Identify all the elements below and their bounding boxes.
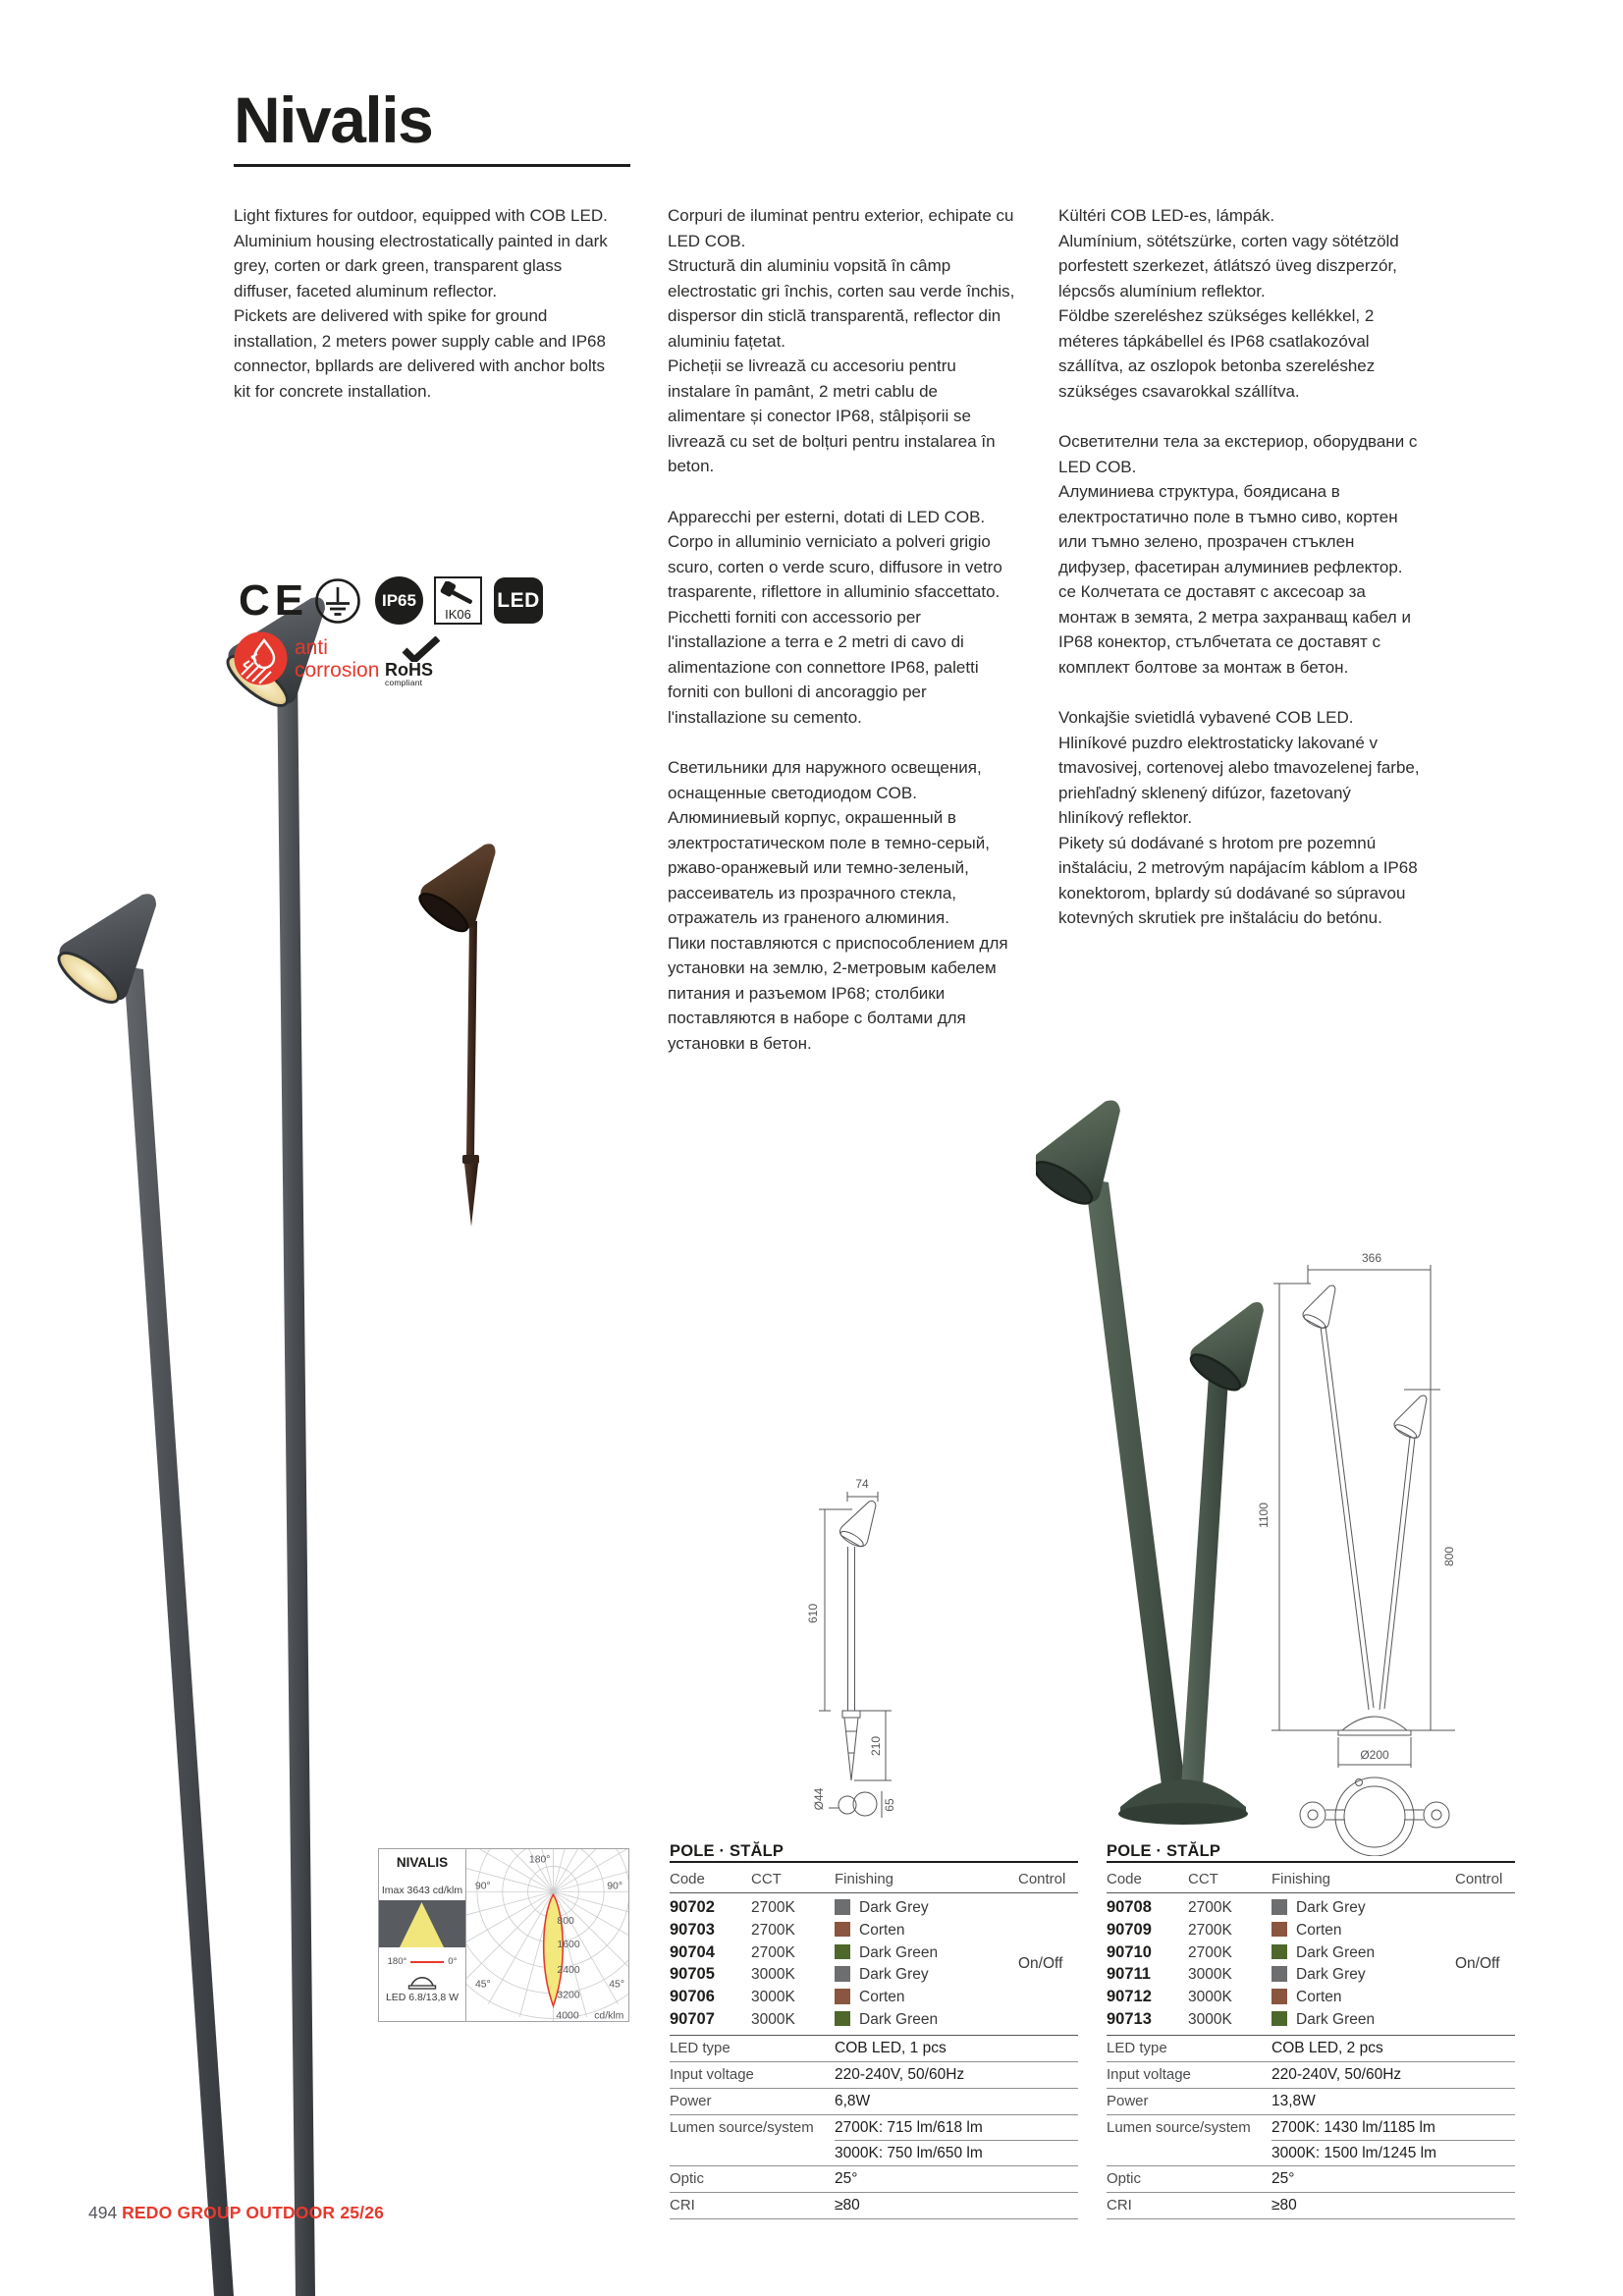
spec-value: 6,8W <box>835 2092 871 2109</box>
spec-label: Optic <box>670 2169 705 2187</box>
table-row <box>670 1896 1078 1919</box>
page-number: 494 <box>88 2203 118 2222</box>
polar-90-left-label: 90° <box>474 1881 491 1892</box>
finish-swatch <box>1271 1922 1287 1938</box>
finish-swatch <box>1271 1899 1287 1915</box>
rohs-label: RoHS <box>385 660 433 680</box>
spec-row-cri <box>670 2193 1078 2219</box>
polar-45-left-label: 45° <box>474 1979 491 1991</box>
col-header-code: Code <box>1107 1871 1142 1887</box>
spec-row-optic <box>670 2166 1078 2193</box>
table-title: POLE · STĂLP <box>670 1842 784 1860</box>
col-header-finishing: Finishing <box>835 1871 894 1887</box>
product-code: 90704 <box>670 1942 715 1961</box>
picket-head <box>49 870 186 1012</box>
polar-unit-label: cd/klm <box>594 2010 624 2021</box>
ik06-badge-icon <box>434 576 482 625</box>
ring-label: 2400 <box>557 1964 580 1976</box>
paragraph: Светильники для наружного освещения, оснащенные светодиодом COB. <box>668 758 982 802</box>
table-row <box>670 1986 1078 2008</box>
anti-corrosion-icon <box>234 631 288 685</box>
photometry-product-name: NIVALIS <box>396 1855 449 1870</box>
description-column-en <box>234 203 609 429</box>
ip65-badge-icon <box>375 576 423 625</box>
paragraph: Földbe szereléshez szükséges kellékkel, 2 méteres tápkábellel és IP68 csatlakozóval szállítva, az oszlopok betonba szereléshez szükséges csavarokkal szállítva. <box>1058 306 1376 401</box>
photometry-summary <box>379 1849 466 2021</box>
table-row <box>1107 1986 1515 2008</box>
product-code: 90711 <box>1107 1965 1151 1984</box>
spec-row-input-voltage <box>1107 2062 1515 2089</box>
c-plane-line <box>410 1961 444 1963</box>
product-finish: Corten <box>859 1989 905 2006</box>
product-cct: 2700K <box>1188 1899 1232 1916</box>
dim-bollard-tall: 1100 <box>1257 1503 1271 1528</box>
ring-label: 800 <box>557 1916 574 1928</box>
led-label: LED <box>497 588 540 612</box>
lang-block-ru <box>668 755 1017 1056</box>
paragraph: Hliníkové puzdro elektrostaticky lakované v tmavosivej, cortenovej alebo tmavozelenej farbe, priehľadný sklenený difúzor, fazetovaný hliníkový reflektor. <box>1058 733 1420 827</box>
anti-corrosion-label <box>295 636 379 682</box>
spec-value: 220-240V, 50/60Hz <box>835 2065 965 2083</box>
col-header-code: Code <box>670 1871 705 1887</box>
spec-label: LED type <box>670 2039 730 2056</box>
title-rule <box>234 164 630 167</box>
check-icon <box>399 636 444 662</box>
spec-value: 2700K: 715 lm/618 lm <box>835 2115 1078 2141</box>
product-cct: 3000K <box>1188 2010 1232 2028</box>
finish-swatch <box>835 1922 850 1938</box>
col-header-control: Control <box>1455 1871 1503 1887</box>
ik06-label: IK06 <box>445 607 471 622</box>
lang-block-it <box>668 505 1017 731</box>
spec-row-power <box>670 2089 1078 2115</box>
product-code: 90707 <box>670 2009 715 2028</box>
spec-label: Lumen source/system <box>670 2118 814 2136</box>
product-code: 90705 <box>670 1965 715 1984</box>
product-finish: Dark Grey <box>859 1899 929 1916</box>
col-header-cct: CCT <box>751 1871 782 1887</box>
table-title: POLE · STĂLP <box>1107 1842 1221 1860</box>
picket-pole <box>277 664 315 2296</box>
paragraph: се Колчетата се доставят с аксесоар за монтаж в земята, 2 метра захранващ кабел и IP68 конектор, стълбчетата се доставят с комплект болтове за монтаж в бетон. <box>1058 582 1411 677</box>
table-row <box>670 2008 1078 2031</box>
ring-label: 3200 <box>557 1990 580 2001</box>
product-code: 90712 <box>1107 1988 1152 2006</box>
anti-label-line2: corrosion <box>295 659 380 682</box>
spec-value: 25° <box>1271 2169 1295 2187</box>
paragraph: Picheții se livrează cu accesoriu pentru instalare în pamânt, 2 metri cablu de alimentare și conector IP68, stâlpișorii se livrează cu set de bolțuri pentru instalarea în beton. <box>668 356 996 475</box>
table-pole-picket <box>670 1842 1078 2219</box>
product-code: 90709 <box>1107 1920 1152 1939</box>
product-cct: 3000K <box>1188 1989 1232 2006</box>
dim-bollard-width: 366 <box>1361 1251 1382 1265</box>
product-cct: 2700K <box>1188 1921 1232 1939</box>
finish-swatch <box>1271 1989 1287 2004</box>
table-body <box>670 1893 1078 2036</box>
col-header-control: Control <box>1018 1871 1066 1887</box>
product-cct: 2700K <box>751 1921 795 1939</box>
spec-value: 220-240V, 50/60Hz <box>1271 2065 1402 2083</box>
finish-swatch <box>835 1899 850 1915</box>
product-finish: Corten <box>859 1921 905 1939</box>
photo-green-bollard <box>1036 1090 1267 1827</box>
page-title: Nivalis <box>234 83 433 156</box>
table-row <box>670 1919 1078 1941</box>
table-body <box>1107 1893 1515 2036</box>
spec-row-lumen <box>670 2115 1078 2166</box>
product-cct: 3000K <box>751 1989 795 2006</box>
product-cct: 3000K <box>751 1966 795 1984</box>
paragraph: Apparecchi per esterni, dotati di LED COB. <box>668 507 986 526</box>
spec-row-input-voltage <box>670 2062 1078 2089</box>
angle-180-label: 180° <box>387 1956 407 1967</box>
product-finish: Dark Green <box>1296 2010 1376 2028</box>
beam-diagram <box>379 1900 465 1947</box>
table-row <box>1107 1941 1515 1964</box>
drawing-bollard <box>1252 1232 1483 1856</box>
product-finish: Dark Grey <box>1296 1899 1366 1916</box>
polar-45-right-label: 45° <box>609 1979 625 1991</box>
spec-label: LED type <box>1107 2039 1167 2056</box>
photo-grey-pickets <box>39 570 344 2296</box>
finish-swatch <box>1271 1944 1287 1960</box>
dim-picket-side: 65 <box>883 1798 896 1812</box>
control-value: On/Off <box>1455 1955 1500 1972</box>
paragraph: Vonkajšie svietidlá vybavené COB LED. <box>1058 708 1354 727</box>
spec-row-power <box>1107 2089 1515 2115</box>
product-finish: Dark Green <box>1296 1943 1376 1961</box>
spec-value: COB LED, 2 pcs <box>1271 2039 1383 2056</box>
description-column-3 <box>1058 203 1420 957</box>
product-code: 90703 <box>670 1920 715 1939</box>
finish-swatch <box>1271 1966 1287 1982</box>
product-finish: Dark Grey <box>859 1966 929 1984</box>
description-column-2 <box>668 203 1017 1081</box>
table-row <box>1107 1919 1515 1941</box>
spec-label: Input voltage <box>1107 2065 1191 2083</box>
spec-value: 25° <box>835 2169 858 2187</box>
product-finish: Dark Green <box>859 1943 939 1961</box>
led-badge-icon <box>494 577 543 624</box>
spec-label: Power <box>1107 2092 1149 2109</box>
spec-value: 2700K: 1430 lm/1185 lm <box>1271 2115 1515 2141</box>
photometry-wattage: LED 6.8/13,8 W <box>385 1992 460 2003</box>
polar-chart <box>466 1849 628 2021</box>
paragraph: Light fixtures for outdoor, equipped with COB LED. <box>234 206 608 225</box>
product-finish: Dark Grey <box>1296 1966 1366 1984</box>
control-value: On/Off <box>1018 1955 1063 1972</box>
product-code: 90710 <box>1107 1942 1152 1961</box>
product-finish: Corten <box>1296 1989 1342 2006</box>
picket-pole <box>124 966 234 2296</box>
paragraph: Aluminium housing electrostatically painted in dark grey, corten or dark green, transparent glass diffuser, faceted aluminum reflector. <box>234 231 608 301</box>
dim-picket-width: 74 <box>855 1477 869 1491</box>
spec-row-optic <box>1107 2166 1515 2193</box>
dim-picket-diameter: Ø44 <box>812 1787 826 1811</box>
paragraph: Structură din aluminiu vopsită în câmp electrostatic gri închis, corten sau verde închis, dispersor din sticlă transparentă, reflector din aluminiu fațetat. <box>668 256 1015 351</box>
drawing-picket <box>795 1468 905 1831</box>
product-finish: Corten <box>1296 1921 1342 1939</box>
spec-row-led-type <box>1107 2036 1515 2062</box>
col-header-finishing: Finishing <box>1271 1871 1331 1887</box>
paragraph: Алюминиевый корпус, окрашенный в электростатическом поле в темно-серый, ржаво-оранжевый или темно-зеленый, рассеиватель из прозрачного стекла, отражатель из граненого алюминия. <box>668 808 990 927</box>
lang-block-hu <box>1058 203 1420 404</box>
table-header-row <box>1107 1863 1515 1893</box>
footer-brand: REDO GROUP OUTDOOR 25/26 <box>122 2203 385 2222</box>
product-code: 90706 <box>670 1988 715 2006</box>
rohs-icon <box>385 636 458 687</box>
table-row <box>670 1941 1078 1964</box>
polar-90-right-label: 90° <box>607 1881 623 1892</box>
polar-180-label: 180° <box>528 1854 551 1866</box>
spec-label: Input voltage <box>670 2065 754 2083</box>
dim-bollard-short: 800 <box>1442 1546 1456 1567</box>
paragraph: Alumínium, sötétszürke, corten vagy sötétzöld porfestett szerkezet, átlátszó üveg diszperzór, lépcsős alumínium reflektor. <box>1058 231 1399 301</box>
spec-value: 13,8W <box>1271 2092 1316 2109</box>
finish-swatch <box>835 1966 850 1982</box>
spec-label: Power <box>670 2092 712 2109</box>
product-finish: Dark Green <box>859 2010 939 2028</box>
paragraph: Corpo in alluminio verniciato a polveri grigio scuro, corten o verde scuro, diffusore in vetro trasparente, riflettore in alluminio sfaccettato. <box>668 532 1002 601</box>
spec-value: COB LED, 1 pcs <box>835 2039 947 2056</box>
lang-block-ro <box>668 203 1017 479</box>
paragraph: Пики поставляются с приспособлением для установки на землю, 2-метровым кабелем питания и разъемом IP68; столбики поставляются в наборе с болтами для установки в бетон. <box>668 933 1008 1053</box>
spec-row-cri <box>1107 2193 1515 2219</box>
product-cct: 2700K <box>751 1899 795 1916</box>
table-pole-bollard <box>1107 1842 1515 2219</box>
ip65-label: IP65 <box>382 590 416 610</box>
paragraph: Алуминиева структура, боядисана в електростатично поле в тъмно сиво, кортен или тъмно зелено, прозрачен стъклен дифузер, фасетиран алуминиев рефлектор. <box>1058 482 1403 576</box>
paragraph: Осветителни тела за екстериор, оборудвани с LED COB. <box>1058 432 1418 476</box>
table-row <box>1107 2008 1515 2031</box>
lang-block-sk <box>1058 705 1420 931</box>
finish-swatch <box>835 1944 850 1960</box>
dim-picket-height: 610 <box>806 1603 820 1624</box>
product-cct: 2700K <box>1188 1943 1232 1961</box>
page-footer <box>88 2203 384 2223</box>
spec-value: 3000K: 1500 lm/1245 lm <box>1271 2144 1437 2161</box>
spec-value: ≥80 <box>1271 2196 1297 2214</box>
ring-label: 4000 <box>556 2010 579 2021</box>
spec-row-lumen <box>1107 2115 1515 2166</box>
table-row <box>670 1963 1078 1986</box>
table-header-row <box>670 1863 1078 1893</box>
product-code: 90708 <box>1107 1898 1152 1916</box>
spec-label: CRI <box>1107 2196 1132 2214</box>
photo-corten-picket <box>417 830 520 1232</box>
dim-bollard-base: Ø200 <box>1360 1748 1389 1762</box>
spec-row-led-type <box>670 2036 1078 2062</box>
finish-swatch <box>835 2011 850 2027</box>
dim-picket-spike: 210 <box>869 1735 883 1757</box>
spec-label: Optic <box>1107 2169 1142 2187</box>
spec-value: ≥80 <box>835 2196 860 2214</box>
product-cct: 3000K <box>1188 1966 1232 1984</box>
product-cct: 3000K <box>751 2010 795 2028</box>
paragraph: Corpuri de iluminat pentru exterior, echipate cu LED COB. <box>668 206 1014 250</box>
ring-label: 1600 <box>557 1939 580 1950</box>
table-row <box>1107 1963 1515 1986</box>
paragraph: Picchetti forniti con accessorio per l'installazione a terra e 2 metri di cavo di alimentazione con connettore IP68, paletti forniti con bulloni di ancoraggio per l'installazione su cemento. <box>668 607 979 727</box>
product-code: 90713 <box>1107 2009 1152 2028</box>
finish-swatch <box>835 1989 850 2004</box>
anti-label-line1: anti <box>295 636 328 659</box>
led-lamp-icon <box>407 1973 437 1990</box>
product-cct: 2700K <box>751 1943 795 1961</box>
rohs-sublabel: compliant <box>385 678 423 687</box>
paragraph: Pikety sú dodávané s hrotom pre pozemnú inštaláciu, 2 metrovým napájacím káblom a IP68 konektorom, bplardy sú dodávané so súpravou kotevných skrutiek pre inštaláciu do betónu. <box>1058 833 1418 927</box>
angle-0-label: 0° <box>448 1956 458 1967</box>
ce-mark-icon: CE <box>239 576 309 625</box>
paragraph: Kültéri COB LED-es, lámpák. <box>1058 206 1275 225</box>
col-header-cct: CCT <box>1188 1871 1218 1887</box>
paragraph: Pickets are delivered with spike for ground installation, 2 meters power supply cable and IP68 connector, bpllards are delivered with anchor bolts kit for concrete installation. <box>234 306 606 401</box>
photometry-imax: Imax 3643 cd/klm <box>381 1885 463 1896</box>
protective-earth-icon <box>314 577 361 625</box>
spec-label: CRI <box>670 2196 695 2214</box>
finish-swatch <box>1271 2011 1287 2027</box>
product-code: 90702 <box>670 1898 715 1916</box>
spec-label: Lumen source/system <box>1107 2118 1251 2136</box>
photometry-panel <box>378 1848 629 2022</box>
lang-block-bg <box>1058 429 1420 680</box>
table-row <box>1107 1896 1515 1919</box>
lang-block-en <box>234 203 609 404</box>
spec-value: 3000K: 750 lm/650 lm <box>835 2144 983 2161</box>
